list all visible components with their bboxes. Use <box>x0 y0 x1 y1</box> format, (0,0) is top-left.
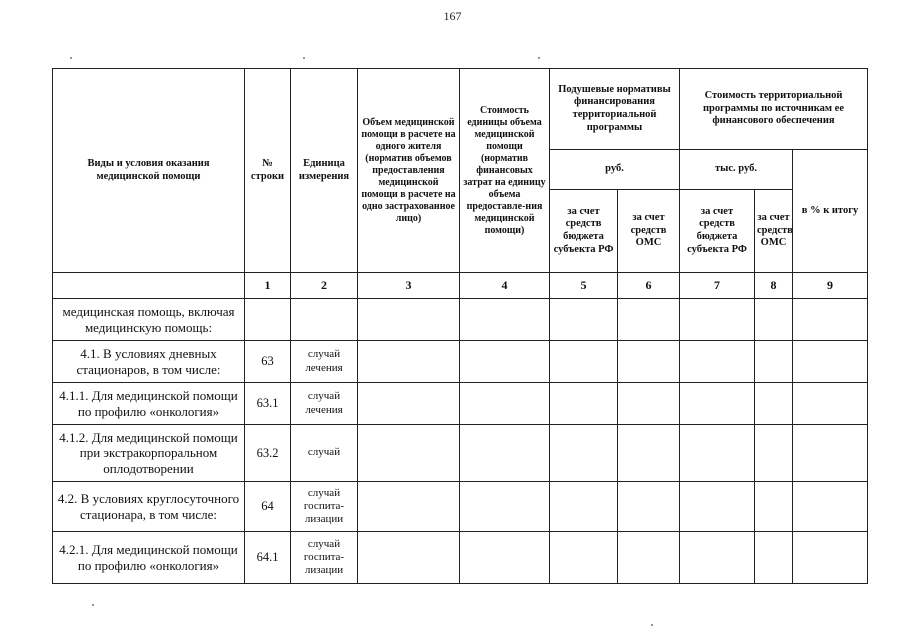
scan-speck <box>70 57 72 59</box>
row-unit: случай госпита-лизации <box>291 532 358 584</box>
header-row-no: № строки <box>245 69 291 273</box>
header-cost-unit: Стоимость единицы объема медицинской помощи (норматив финансовых затрат на единицу объема предоставле-ния медицинской помощи) <box>460 69 550 273</box>
header-rub: руб. <box>550 150 680 190</box>
header-per-capita: Подушевые нормативы финансирования территориальной программы <box>550 69 680 150</box>
column-number: 5 <box>550 273 618 299</box>
row-unit: случай лечения <box>291 341 358 383</box>
row-code: 63 <box>245 341 291 383</box>
row-label: 4.1.2. Для медицинской помощи при экстракорпоральном оплодотворении <box>53 425 245 482</box>
column-numbers-row <box>53 273 868 299</box>
column-number: 6 <box>618 273 680 299</box>
column-number: 3 <box>358 273 460 299</box>
row-code: 64 <box>245 482 291 532</box>
column-number: 2 <box>291 273 358 299</box>
header-budget-7: за счет средств бюджета субъекта РФ <box>680 190 755 273</box>
column-number: 4 <box>460 273 550 299</box>
header-oms-6: за счет средств ОМС <box>618 190 680 273</box>
row-label: 4.1.1. Для медицинской помощи по профилю «онкология» <box>53 383 245 425</box>
table-row <box>53 425 868 482</box>
column-number: 8 <box>755 273 793 299</box>
row-code: 63.1 <box>245 383 291 425</box>
row-code <box>245 299 291 341</box>
row-label: 4.1. В условиях дневных стационаров, в том числе: <box>53 341 245 383</box>
scan-speck <box>92 604 94 606</box>
page-number: 167 <box>443 9 462 23</box>
scan-speck <box>303 57 305 59</box>
row-code: 63.2 <box>245 425 291 482</box>
row-unit: случай госпита-лизации <box>291 482 358 532</box>
row-code: 64.1 <box>245 532 291 584</box>
column-number: 9 <box>793 273 868 299</box>
header-oms-8: за счет средств ОМС <box>755 190 793 273</box>
row-unit: случай лечения <box>291 383 358 425</box>
table-row <box>53 482 868 532</box>
row-unit: случай <box>291 425 358 482</box>
table-row <box>53 532 868 584</box>
header-budget-5: за счет средств бюджета субъекта РФ <box>550 190 618 273</box>
row-label: медицинская помощь, включая медицинскую помощь: <box>53 299 245 341</box>
scan-speck <box>651 624 653 626</box>
header-volume: Объем медицинской помощи в расчете на одного жителя (норматив объемов предоставления медицинской помощи в расчете на одно застрахованное лицо) <box>358 69 460 273</box>
scan-speck <box>538 57 540 59</box>
row-label: 4.2. В условиях круглосуточного стационара, в том числе: <box>53 482 245 532</box>
column-number <box>53 273 245 299</box>
column-number: 7 <box>680 273 755 299</box>
row-label: 4.2.1. Для медицинской помощи по профилю «онкология» <box>53 532 245 584</box>
header-row-1 <box>53 69 868 150</box>
row-unit <box>291 299 358 341</box>
table-row <box>53 299 868 341</box>
table-row <box>53 383 868 425</box>
header-types: Виды и условия оказания медицинской помощи <box>53 69 245 273</box>
header-cost-program: Стоимость территориальной программы по источникам ее финансового обеспечения <box>680 69 868 150</box>
financing-table <box>52 68 868 584</box>
header-percent-total: в % к итогу <box>793 150 868 273</box>
table-row <box>53 341 868 383</box>
header-unit: Единица измерения <box>291 69 358 273</box>
column-number: 1 <box>245 273 291 299</box>
header-thous-rub: тыс. руб. <box>680 150 793 190</box>
